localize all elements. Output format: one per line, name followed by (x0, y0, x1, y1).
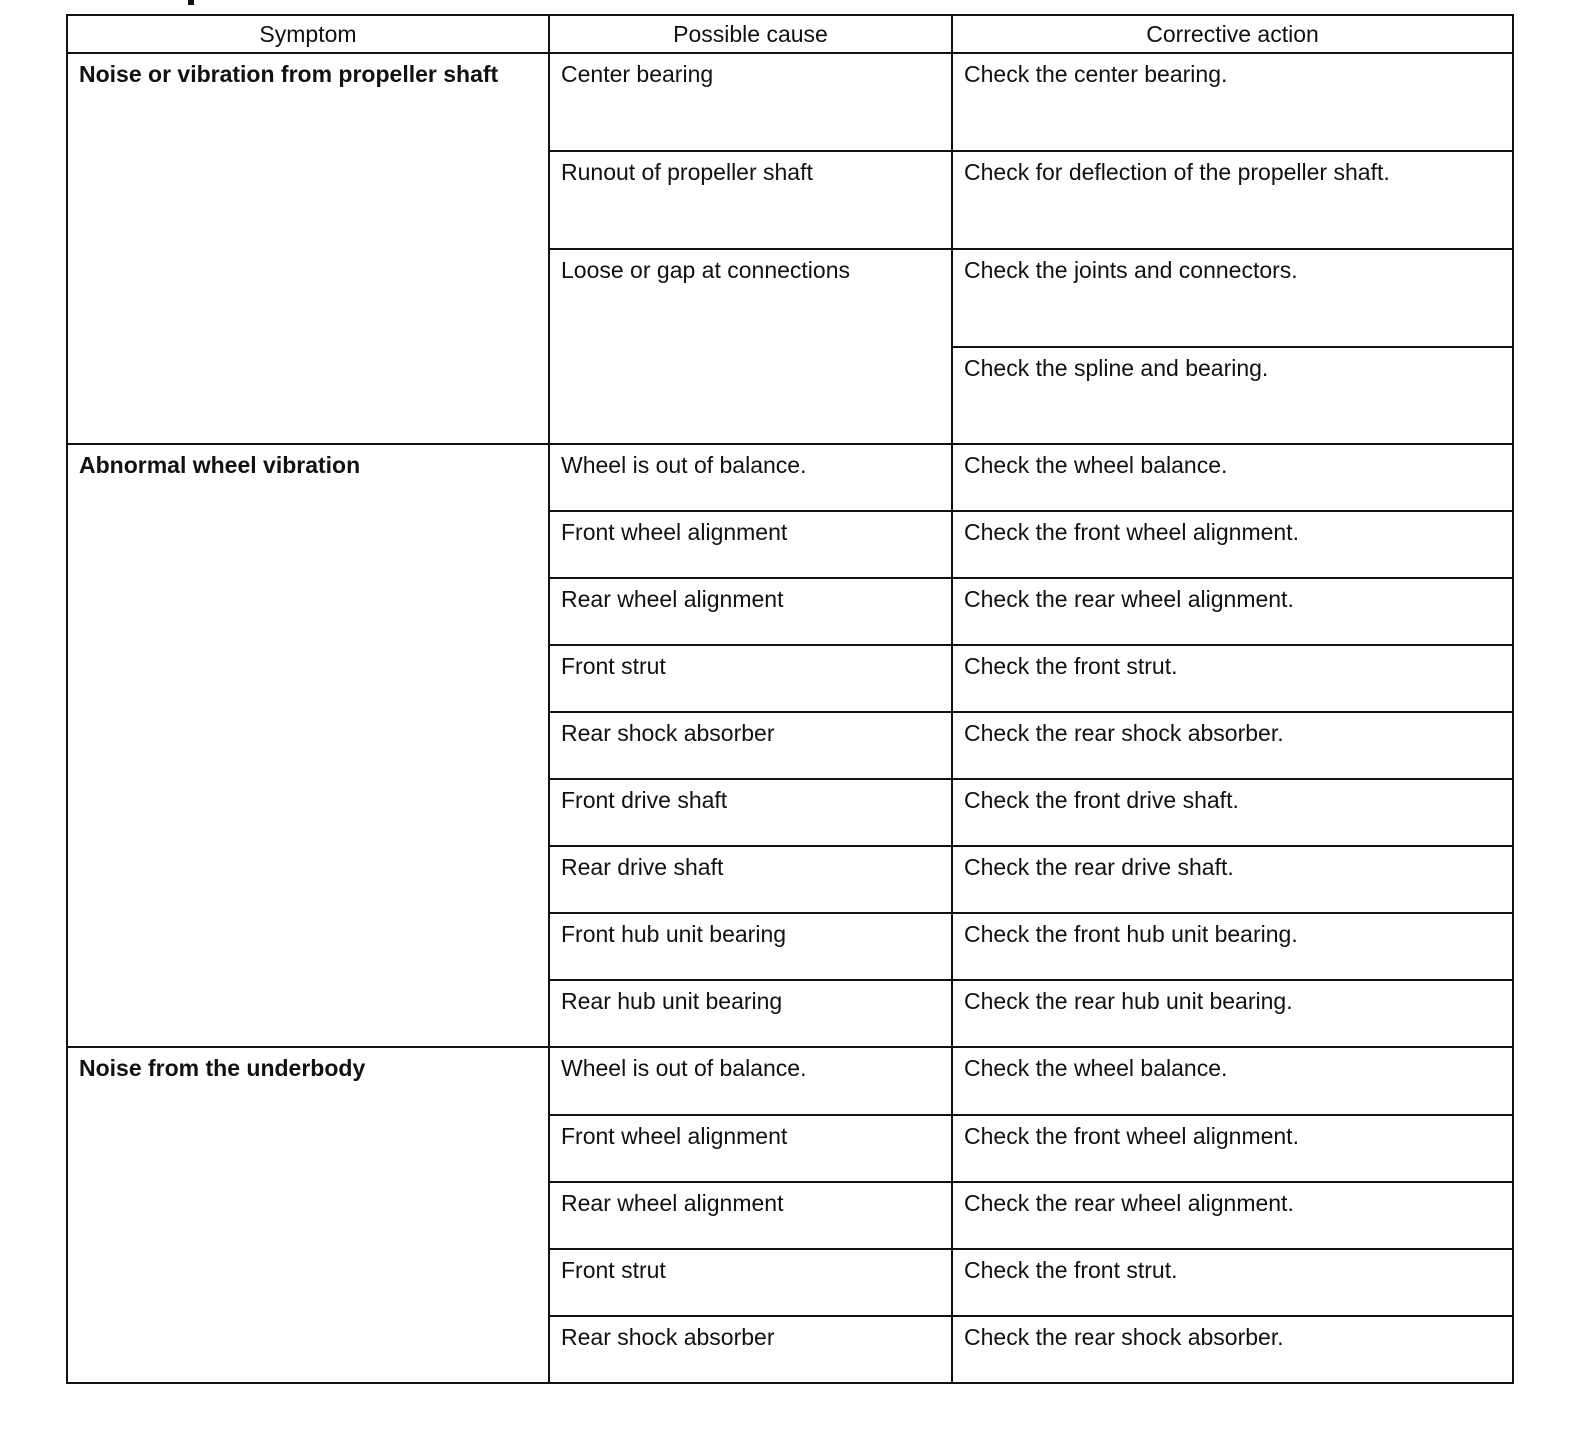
symptom-cell: Noise or vibration from propeller shaft (67, 53, 549, 444)
cause-cell: Front wheel alignment (549, 1115, 952, 1182)
action-cell: Check the front strut. (952, 645, 1513, 712)
action-cell: Check for deflection of the propeller shaft. (952, 151, 1513, 249)
table-row (67, 53, 1513, 151)
action-cell: Check the front wheel alignment. (952, 511, 1513, 578)
action-cell: Check the wheel balance. (952, 1047, 1513, 1115)
header-symptom: Symptom (67, 15, 549, 53)
cause-cell: Rear hub unit bearing (549, 980, 952, 1047)
cause-cell: Wheel is out of balance. (549, 1047, 952, 1115)
symptom-cell: Abnormal wheel vibration (67, 444, 549, 1047)
table-row (67, 444, 1513, 511)
action-cell: Check the rear hub unit bearing. (952, 980, 1513, 1047)
symptom-group-wheel-vibration (67, 444, 1513, 1047)
action-cell: Check the front drive shaft. (952, 779, 1513, 846)
cause-cell: Front strut (549, 1249, 952, 1316)
cause-cell: Rear shock absorber (549, 1316, 952, 1383)
cause-cell: Rear wheel alignment (549, 1182, 952, 1249)
cause-cell: Loose or gap at connections (549, 249, 952, 444)
cause-cell: Rear drive shaft (549, 846, 952, 913)
action-cell: Check the rear drive shaft. (952, 846, 1513, 913)
cause-cell: Front wheel alignment (549, 511, 952, 578)
cause-cell: Front strut (549, 645, 952, 712)
cause-cell: Rear shock absorber (549, 712, 952, 779)
troubleshooting-table (66, 14, 1514, 1384)
cause-cell: Wheel is out of balance. (549, 444, 952, 511)
cause-cell: Rear wheel alignment (549, 578, 952, 645)
symptom-group-propeller-shaft (67, 53, 1513, 444)
header-row (67, 15, 1513, 53)
action-cell: Check the rear shock absorber. (952, 1316, 1513, 1383)
symptom-group-underbody-noise (67, 1047, 1513, 1383)
table-row (67, 1047, 1513, 1115)
action-cell: Check the front strut. (952, 1249, 1513, 1316)
header-possible-cause: Possible cause (549, 15, 952, 53)
header-corrective-action: Corrective action (952, 15, 1513, 53)
action-cell: Check the rear wheel alignment. (952, 1182, 1513, 1249)
cause-cell: Front hub unit bearing (549, 913, 952, 980)
cause-cell: Center bearing (549, 53, 952, 151)
page-edge-mark (188, 0, 194, 5)
symptom-cell: Noise from the underbody (67, 1047, 549, 1383)
cause-cell: Runout of propeller shaft (549, 151, 952, 249)
action-cell: Check the rear shock absorber. (952, 712, 1513, 779)
action-cell: Check the spline and bearing. (952, 347, 1513, 444)
action-cell: Check the wheel balance. (952, 444, 1513, 511)
action-cell: Check the joints and connectors. (952, 249, 1513, 347)
action-cell: Check the rear wheel alignment. (952, 578, 1513, 645)
action-cell: Check the front hub unit bearing. (952, 913, 1513, 980)
action-cell: Check the front wheel alignment. (952, 1115, 1513, 1182)
cause-cell: Front drive shaft (549, 779, 952, 846)
action-cell: Check the center bearing. (952, 53, 1513, 151)
